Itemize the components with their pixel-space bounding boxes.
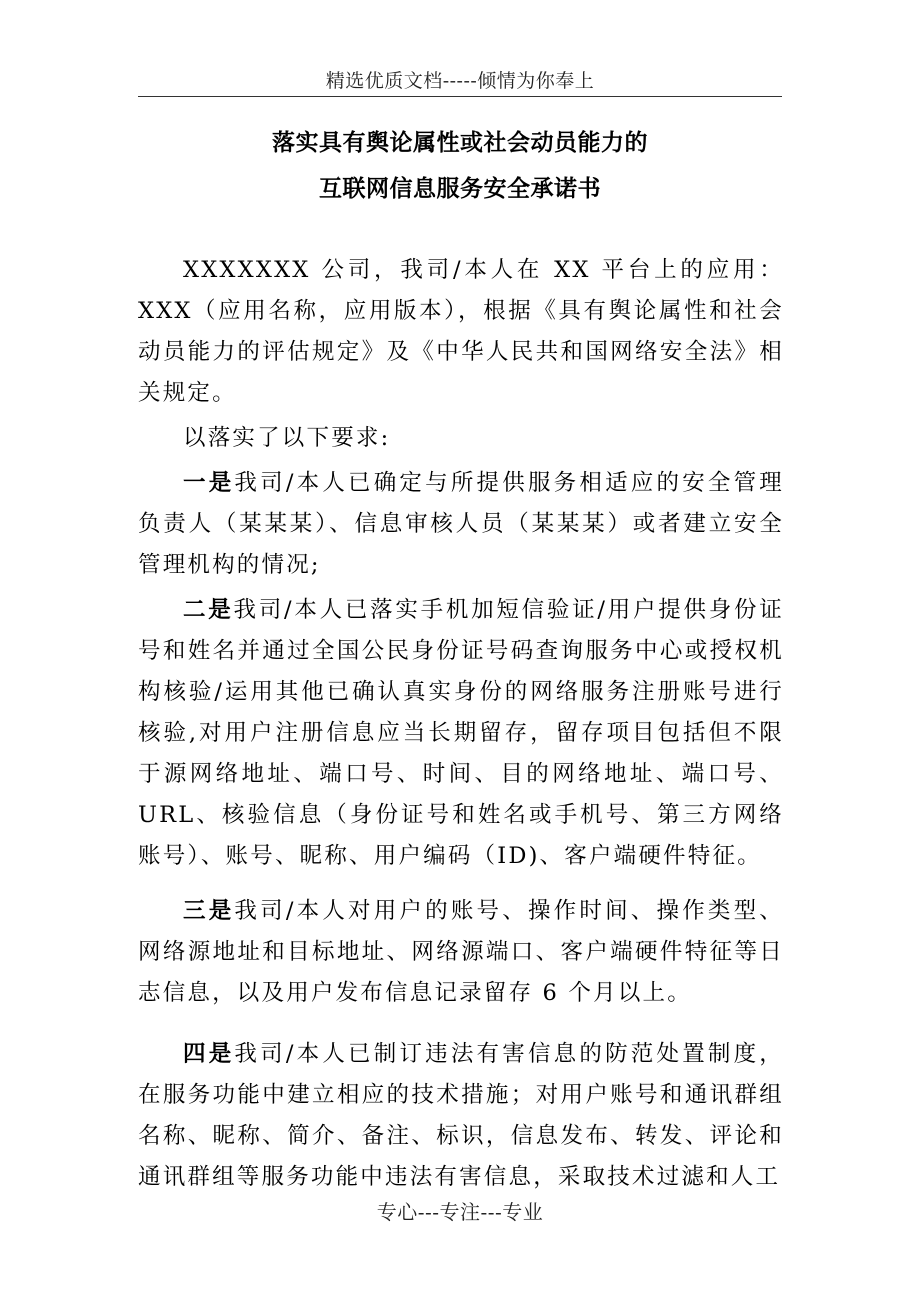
requirement-text: 我司/本人对用户的账号、操作时间、操作类型、网络源地址和目标地址、网络源端口、客户端硬件特征等日志信息，以及用户发布信息记录留存 6 个月以上。 — [138, 898, 785, 1006]
requirement-text: 我司/本人已落实手机加短信验证/用户提供身份证号和姓名并通过全国公民身份证号码查询服务中心或授权机构核验/运用其他已确认真实身份的网络服务注册账号进行核验,对用户注册信息应当长期留存，留存项目包括但不限于源网络地址、端口号、时间、目的网络地址、端口号、URL、核验信息（身份证号和姓名或手机号、第三方网络账号）、账号、昵称、用户编码（ID)、客户端硬件特征。 — [138, 597, 784, 869]
page-footer: 专心---专注---专业 — [376, 1200, 544, 1224]
requirement-item-1 — [138, 463, 784, 586]
requirement-item-4 — [138, 1034, 784, 1198]
document-title-line-1: 落实具有舆论属性或社会动员能力的 — [272, 130, 648, 156]
requirement-text: 我司/本人已制订违法有害信息的防范处置制度，在服务功能中建立相应的技术措施；对用户账号和通讯群组名称、昵称、简介、备注、标识，信息发布、转发、评论和通讯群组等服务功能中违法有害信息，采取技术过滤和人工 — [138, 1041, 785, 1190]
requirements-intro: 以落实了以下要求: — [183, 425, 391, 451]
requirement-lead: 二是 — [183, 597, 234, 623]
requirement-lead: 一是 — [183, 470, 235, 496]
requirement-item-3 — [138, 891, 784, 1014]
requirement-item-2 — [138, 590, 784, 877]
requirement-lead: 三是 — [183, 898, 235, 924]
requirement-text: 我司/本人已确定与所提供服务相适应的安全管理负责人（某某某）、信息审核人员（某某某）或者建立安全管理机构的情况; — [138, 470, 785, 578]
intro-paragraph: XXXXXXX 公司，我司/本人在 XX 平台上的应用：XXX（应用名称，应用版本），根据《具有舆论属性和社会动员能力的评估规定》及《中华人民共和国网络安全法》相关规定。 — [138, 257, 784, 406]
header-divider — [138, 96, 782, 97]
requirement-lead: 四是 — [183, 1041, 235, 1067]
document-title-line-2: 互联网信息服务安全承诺书 — [319, 176, 601, 202]
document-body — [138, 250, 784, 1198]
page-header: 精选优质文档-----倾情为你奉上 — [325, 70, 595, 92]
